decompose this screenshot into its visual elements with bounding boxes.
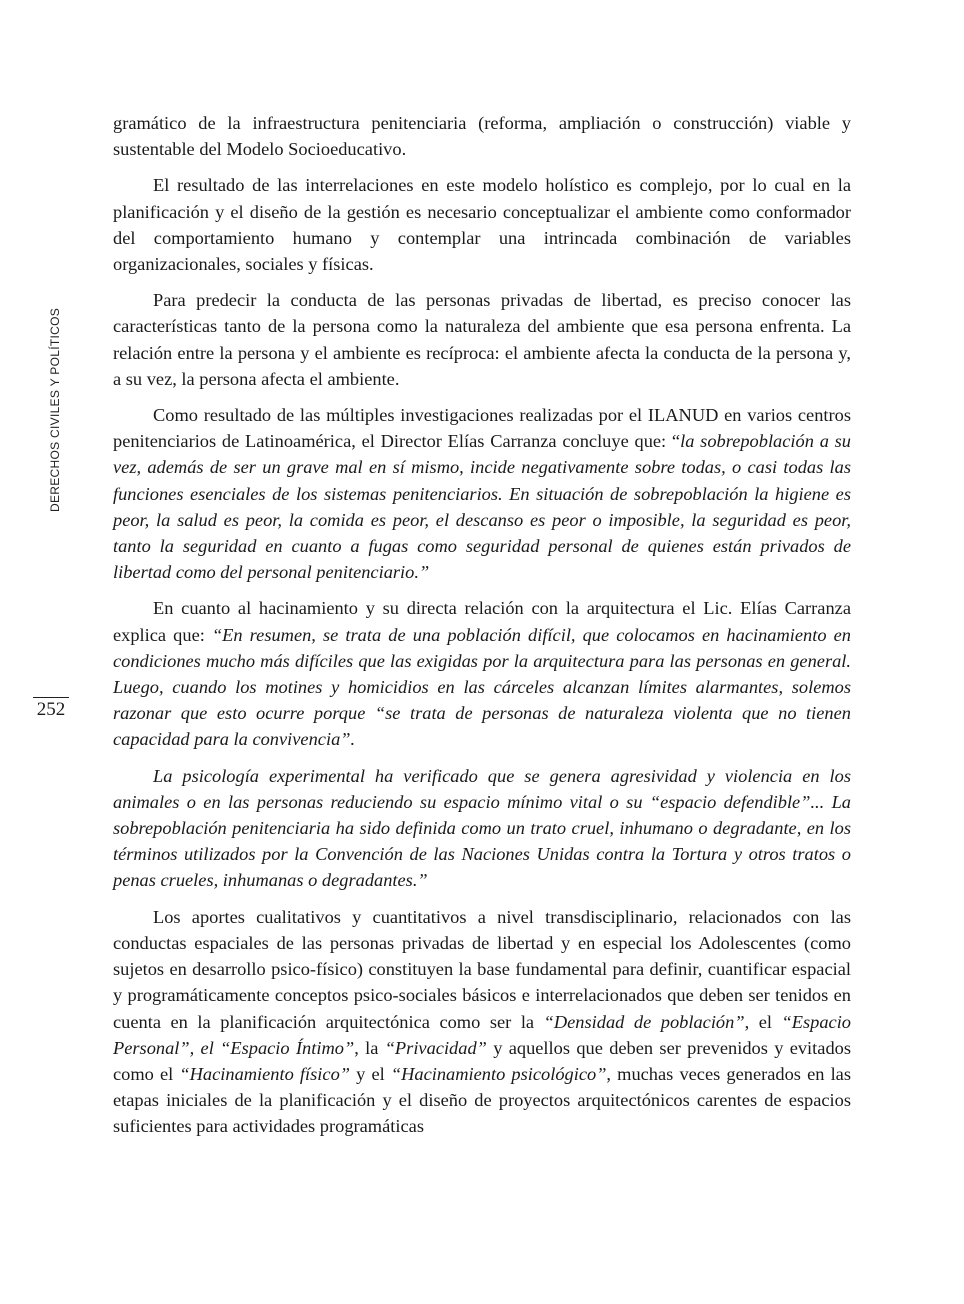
text-run: Para predecir la conducta de las personas privadas de libertad, es preciso conocer las características tanto de la persona como la naturaleza del ambiente que esa persona enfrenta. La relación entre la persona y el ambiente es recíproca: el ambiente afecta la conducta de la persona y, a su vez, la persona afecta el ambiente.	[113, 290, 851, 389]
text-run: El resultado de las interrelaciones en este modelo holístico es complejo, por lo cual en la planificación y el diseño de la gestión es necesario conceptualizar el ambiente como conformador del comportamiento humano y contemplar una intrincada combinación de variables organizacionales, sociales y físicas.	[113, 175, 851, 275]
term-psychological-crowding: “Hacinamiento psicológico”	[390, 1063, 607, 1084]
text-run: , la	[354, 1037, 385, 1058]
term-density: “Densidad de población”	[543, 1011, 745, 1032]
text-run: y el	[350, 1063, 391, 1084]
body-text	[113, 110, 851, 1150]
text-run: gramático de la infraestructura penitenciaria (reforma, ampliación o construcción) viable y sustentable del Modelo Socioeducativo.	[113, 113, 851, 160]
term-personal-space: “Espacio Personal”, el “Espacio Íntimo”	[113, 1011, 851, 1058]
paragraph-predict-conduct	[113, 287, 851, 392]
paragraph-ilanud-research	[113, 402, 851, 585]
term-privacy: “Privacidad”	[384, 1037, 487, 1058]
text-run: , muchas veces generados en las etapas iniciales de la planificación y el diseño de proyectos arquitectónicos carentes de espacios suficientes para actividades programáticas	[113, 1063, 851, 1137]
paragraph-holistic-model	[113, 172, 851, 277]
text-run: Como resultado de las múltiples investigaciones realizadas por el ILANUD en varios centros penitenciarios de Latinoamérica, el Director Elías Carranza concluye que: “	[113, 405, 851, 452]
quote-text: La psicología experimental ha verificado que se genera agresividad y violencia en los animales o en las personas reduciendo su espacio mínimo vital o su “espacio defendible”... La sobrepoblación penitenciaria ha sido definida como un trato cruel, inhumano o degradante, en los términos utilizados por la Convención de las Naciones Unidas contra la Tortura y otros tratos o penas crueles, inhumanas o degradantes.”	[113, 765, 851, 891]
text-run: , el	[744, 1011, 782, 1032]
text-run: Los aportes cualitativos y cuantitativos a nivel transdisciplinario, relacionados con las conductas espaciales de las personas privadas de libertad y en especial los Adolescentes (como sujetos en desarrollo psico-físico) constituyen la base fundamental para definir, cuantificar espacial y programáticamente conceptos psico-sociales básicos e interrelacionados que deben ser tenidos en cuenta en la planificación arquitectónica como ser la	[113, 906, 851, 1032]
paragraph-transdisciplinary	[113, 904, 851, 1140]
quote-text: la sobrepoblación a su vez, además de ser un grave mal en sí mismo, incide negativamente sobre todas, o casi todas las funciones esenciales de los sistemas penitenciarios. En situación de sobrepoblación la higiene es peor, la salud es peor, la comida es peor, el descanso es peor o imposible, la seguridad es peor, tanto la seguridad en cuanto a fugas como seguridad personal de quienes están privados de libertad como del personal penitenciario.”	[113, 431, 852, 583]
page-number-rule	[33, 697, 69, 698]
text-run: y aquellos que deben ser prevenidos y evitados como el	[113, 1037, 851, 1084]
quote-text: “En resumen, se trata de una población difícil, que colocamos en hacinamiento en condiciones mucho más difíciles que las exigidas por la arquitectura para las personas en general. Luego, cuando los motines y homicidios en las cárceles alcanzan límites alarmantes, solemos razonar que esto ocurre porque “se trata de personas de naturaleza violenta que no tienen capacidad para la convivencia”.	[113, 624, 851, 750]
term-physical-crowding: “Hacinamiento físico”	[179, 1063, 351, 1084]
paragraph-experimental-psychology	[113, 763, 851, 894]
text-run: En cuanto al hacinamiento y su directa relación con la arquitectura el Lic. Elías Carranza explica que:	[113, 598, 851, 645]
paragraph-continuation	[113, 110, 851, 162]
paragraph-overcrowding	[113, 595, 851, 752]
running-header-section: DERECHOS CIVILES Y POLÍTICOS	[48, 307, 62, 513]
page-number: 252	[36, 699, 66, 720]
